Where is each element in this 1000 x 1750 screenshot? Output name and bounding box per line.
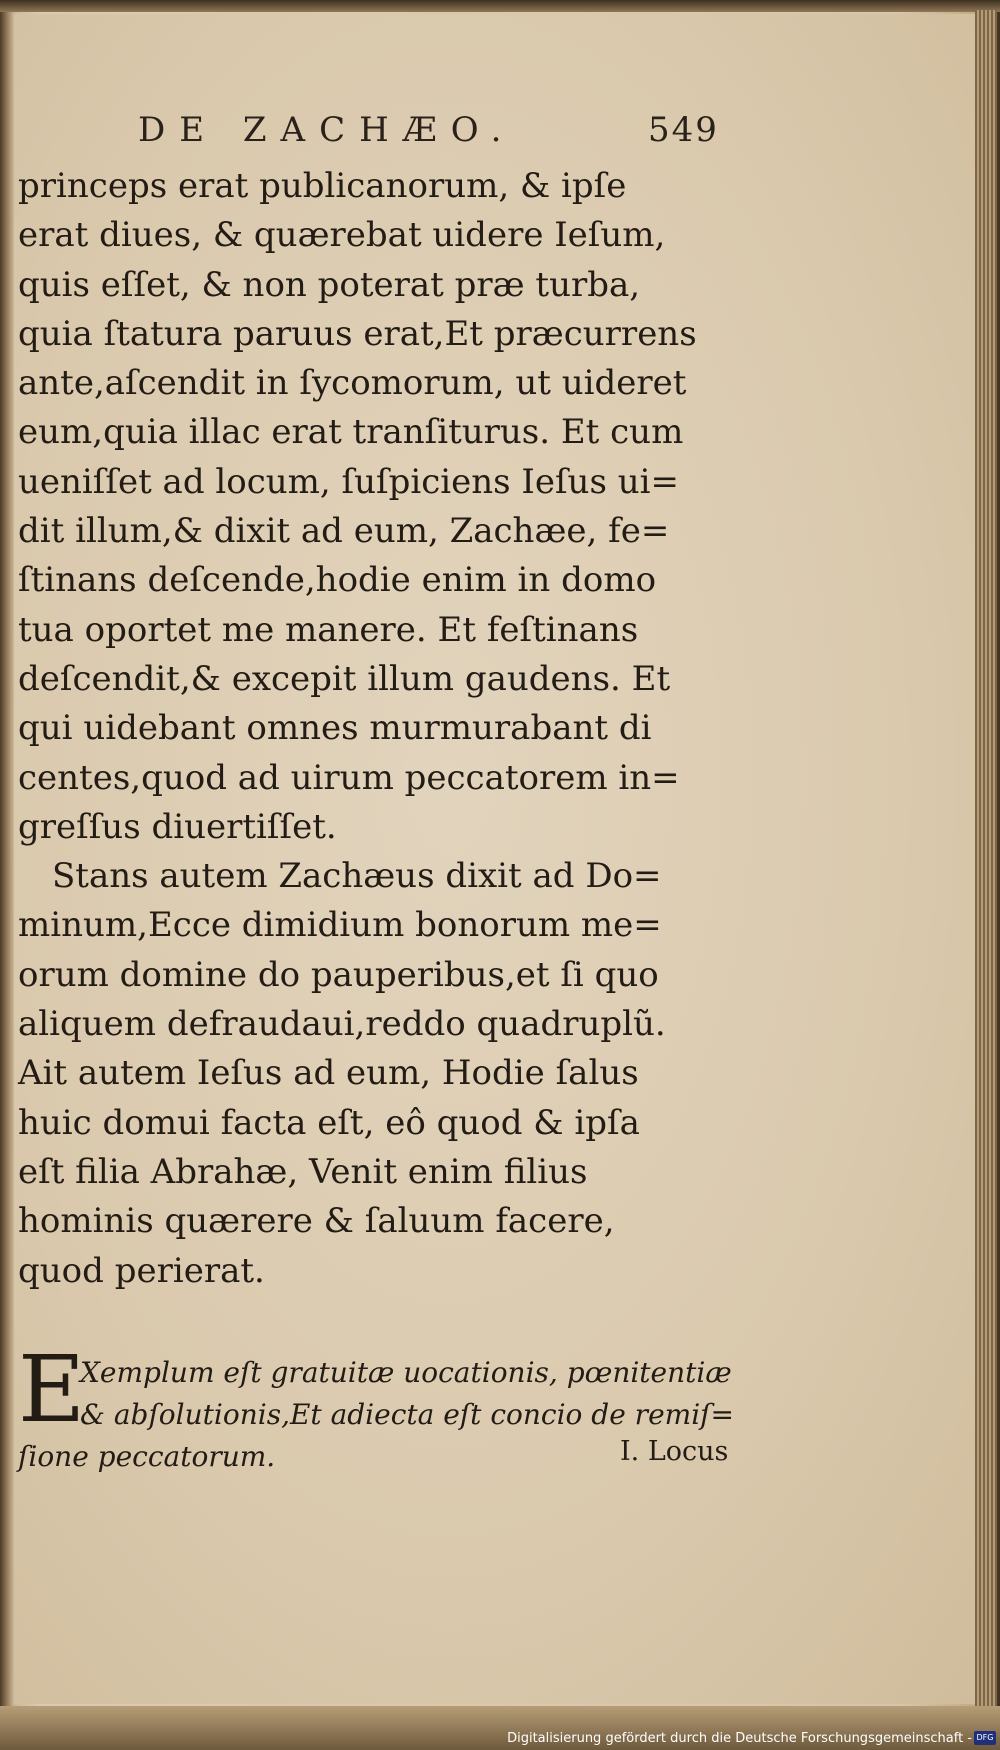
text-line: greſſus diuertiſſet.: [18, 806, 337, 847]
digitization-footer: [0, 1728, 1000, 1750]
main-text-block: [18, 162, 738, 1296]
text-line: erat diues, & quærebat uidere Ieſum,: [18, 215, 666, 256]
book-fore-edge: [975, 10, 997, 1706]
text-line: Ait autem Ieſus ad eum, Hodie ſalus: [18, 1053, 639, 1094]
text-line: Stans autem Zachæus dixit ad Do=: [52, 856, 662, 897]
running-header: [138, 110, 738, 154]
scholion-line: ſione peccatorum.: [18, 1440, 276, 1473]
text-line: tua oportet me manere. Et feſtinans: [18, 609, 639, 650]
scholion-line: & abſolutionis,Et adiecta eſt concio de remiſ=: [80, 1398, 734, 1431]
text-line: ante,aſcendit in ſycomorum, ut uideret: [18, 363, 687, 404]
dfg-logo: DFG: [974, 1731, 996, 1745]
text-line: deſcendit,& excepit illum gaudens. Et: [18, 658, 671, 699]
text-line: huic domui facta eſt, eô quod & ipſa: [18, 1102, 640, 1143]
catchword: I. Locus: [620, 1436, 729, 1467]
page-number: 549: [648, 110, 719, 150]
text-line: ueniſſet ad locum, ſuſpiciens Ieſus ui=: [18, 461, 679, 502]
running-header-title: DE ZACHÆO.: [138, 110, 516, 150]
scholion-line: Xemplum eſt gratuitæ uocationis, pœnitentiæ: [80, 1356, 732, 1389]
text-line: princeps erat publicanorum, & ipſe: [18, 166, 627, 206]
text-line: centes,quod ad uirum peccatorem in=: [18, 757, 680, 798]
footer-credit-text: Digitalisierung gefördert durch die Deutsche Forschungsgemeinschaft -: [507, 1731, 972, 1746]
text-line: quia ſtatura paruus erat,Et præcurrens: [18, 313, 697, 354]
text-line: eum,quia illac erat tranſiturus. Et cum: [18, 412, 684, 453]
drop-cap: E: [18, 1336, 86, 1443]
text-line: hominis quærere & ſaluum facere,: [18, 1201, 615, 1242]
text-line: minum,Ecce dimidium bonorum me=: [18, 905, 662, 946]
book-top-edge: [0, 0, 1000, 12]
text-line: eſt filia Abrahæ, Venit enim filius: [18, 1151, 588, 1192]
text-line: qui uidebant omnes murmurabant di: [18, 708, 652, 749]
show-through-marginalia-1: [760, 238, 880, 264]
text-line: ſtinans deſcende,hodie enim in domo: [18, 560, 657, 601]
text-line: orum domine do pauperibus,et ſi quo: [18, 954, 659, 995]
text-line: aliquem defraudaui,reddo quadruplũ.: [18, 1004, 666, 1045]
text-line: quis eſſet, & non poterat præ turba,: [18, 264, 641, 305]
text-line: quod perierat.: [18, 1250, 265, 1291]
text-line: dit illum,& dixit ad eum, Zachæe, fe=: [18, 511, 670, 552]
